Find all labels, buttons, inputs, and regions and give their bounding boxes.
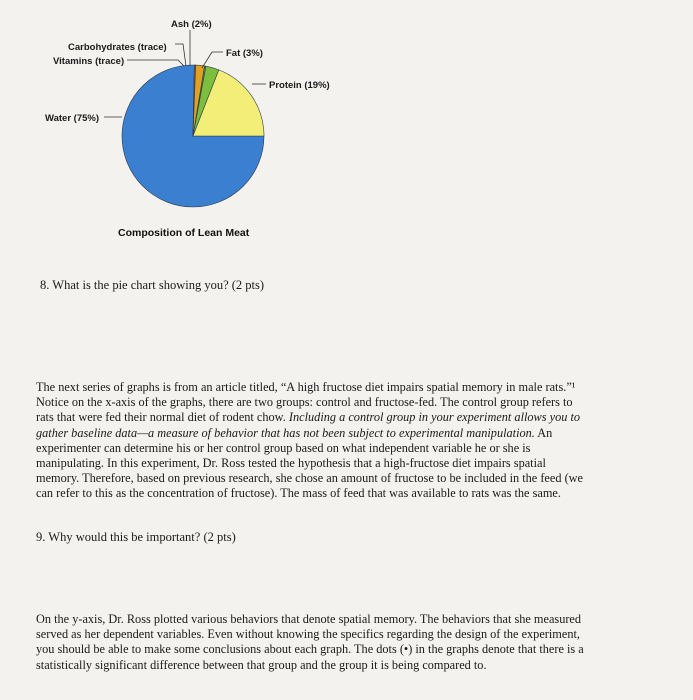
intro-line: memory. Therefore, based on previous research, she chose an amount of fructose to be included in the feed (we	[36, 471, 584, 486]
leader-line	[127, 60, 184, 66]
intro-line: The next series of graphs is from an article titled, “A high fructose diet impairs spatial memory in male rats.”¹	[36, 380, 576, 394]
leader-line	[202, 52, 223, 68]
pie-label-ash: Ash (2%)	[171, 19, 212, 30]
intro-line: rats that were fed their normal diet of rodent chow. Including a control group in your experiment allows you to	[36, 410, 581, 425]
pie-label-fat: Fat (3%)	[226, 48, 263, 59]
emphasis-text: gather baseline data—a measure of behavior that has not been subject to experimental manipulation.	[36, 425, 535, 440]
emphasis-text: Including a control group in your experiment allows you to	[288, 410, 581, 425]
y-axis-paragraph	[36, 612, 664, 673]
y-axis-line: you should be able to make some conclusions about each graph. The dots (•) in the graphs denote that there is a	[36, 642, 584, 657]
y-axis-line: served as her dependent variables. Even without knowing the specifics regarding the design of the experiment,	[36, 627, 580, 642]
intro-paragraph	[36, 380, 664, 502]
pie-label-protein: Protein (19%)	[269, 80, 330, 91]
intro-line: Notice on the x-axis of the graphs, there are two groups: control and fructose-fed. The control group refers to	[36, 395, 573, 410]
pie-label-vitamins: Vitamins (trace)	[53, 56, 125, 67]
pie-label-carbohydrates: Carbohydrates (trace)	[68, 42, 167, 53]
pie-label-water: Water (75%)	[45, 113, 100, 124]
intro-line: manipulating. In this experiment, Dr. Ross tested the hypothesis that a high-fructose diet impairs spatial	[36, 456, 546, 471]
intro-line: experimenter can determine his or her control group based on what independent variable he or she is	[36, 440, 531, 455]
y-axis-line: On the y-axis, Dr. Ross plotted various behaviors that denote spatial memory. The behaviors that she measured	[36, 612, 582, 626]
y-axis-line: statistically significant difference between that group and the group it is being compared to.	[36, 657, 487, 672]
question-9: 9. Why would this be important? (2 pts)	[36, 530, 236, 544]
pie-chart	[0, 0, 693, 250]
pie-slices	[122, 65, 264, 207]
intro-line: gather baseline data—a measure of behavior that has not been subject to experimental manipulation. An	[36, 425, 553, 440]
chart-title: Composition of Lean Meat	[118, 227, 250, 239]
question-8: 8. What is the pie chart showing you? (2 pts)	[40, 278, 265, 292]
intro-line: can refer to this as the concentration of fructose). The mass of feed that was available to rats was the same.	[36, 486, 561, 501]
